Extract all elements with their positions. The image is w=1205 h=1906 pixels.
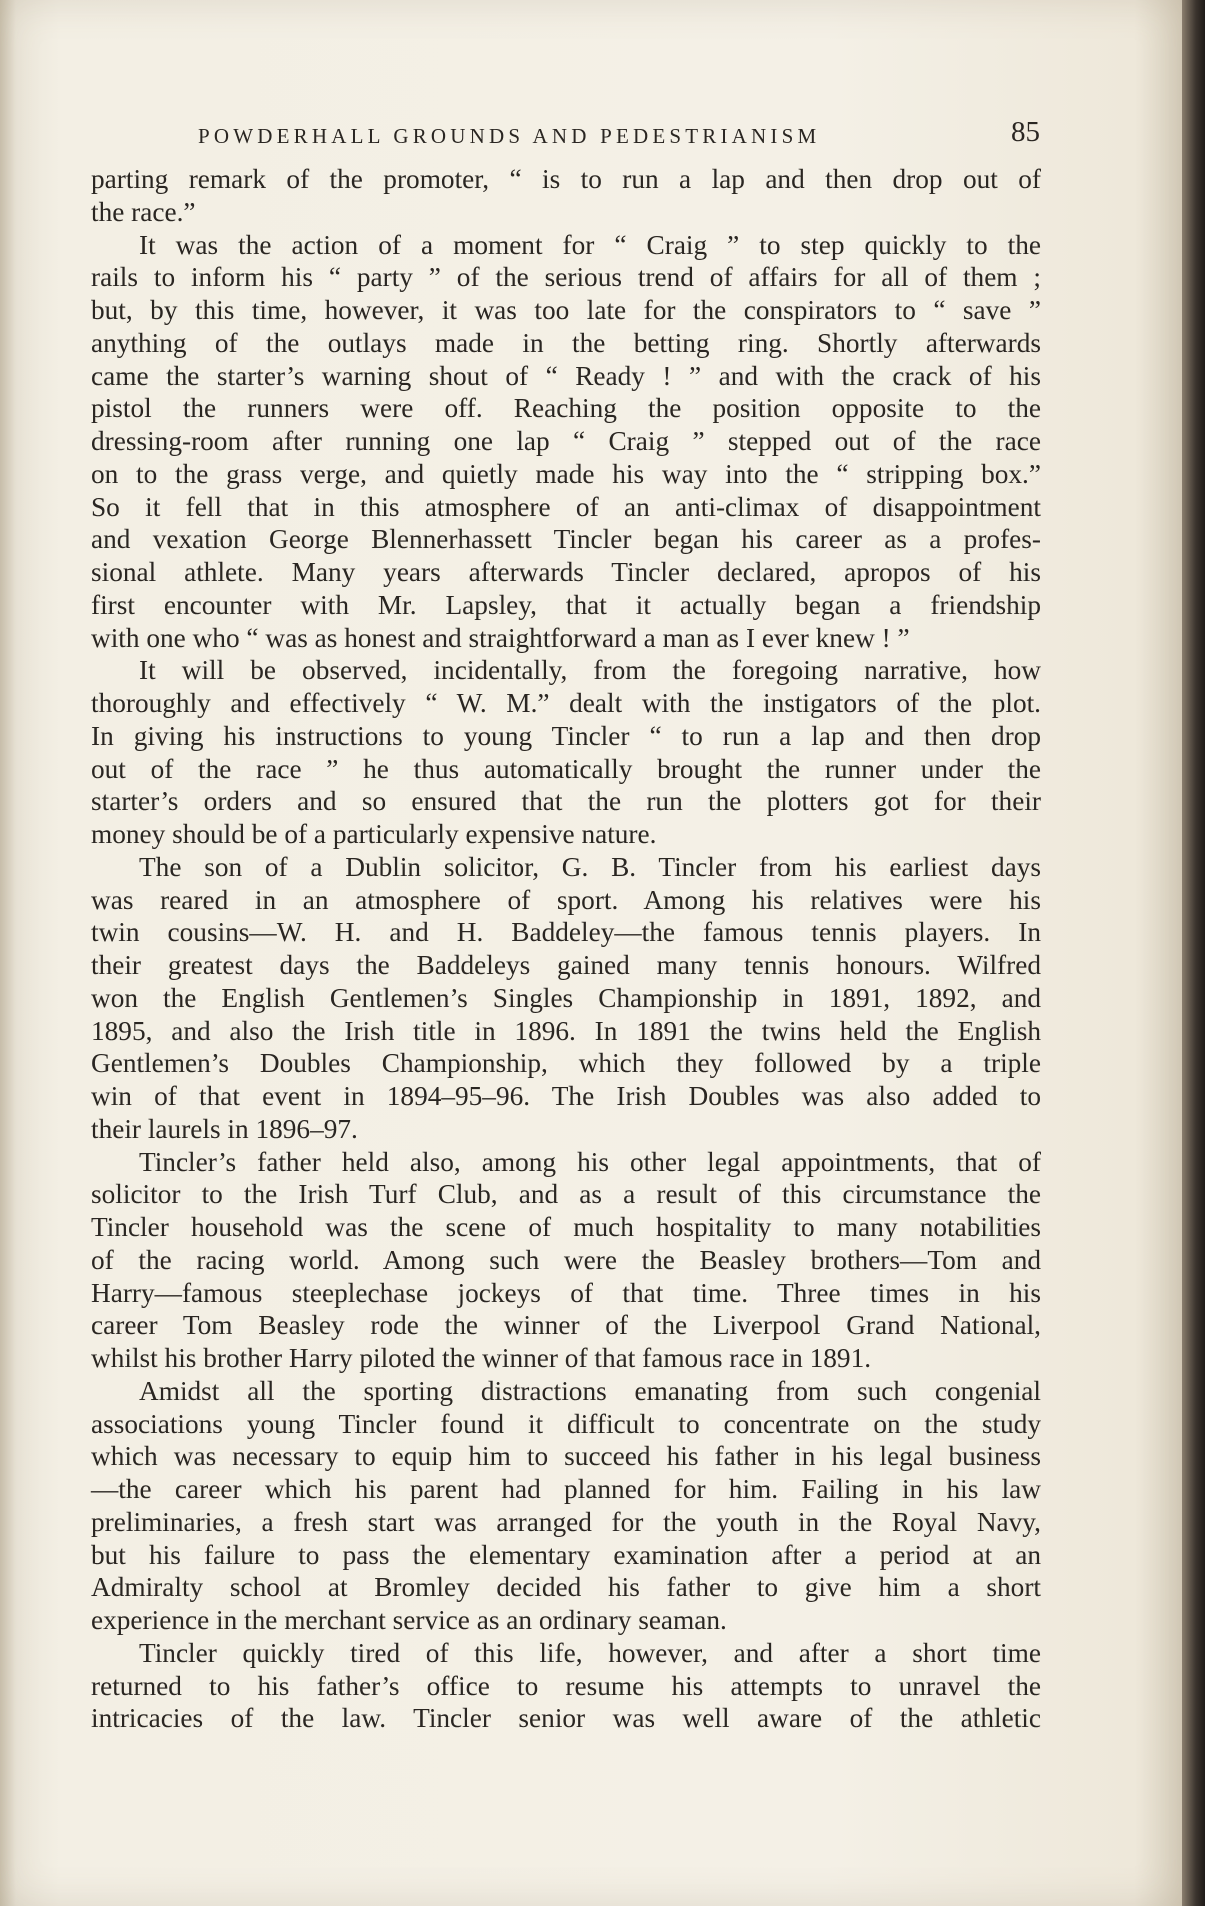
- text-line: It will be observed, incidentally, from the foregoing narrative, how: [139, 655, 1041, 686]
- text-line: Tincler quickly tired of this life, however, and after a short time: [139, 1637, 1041, 1668]
- text-line: first encounter with Mr. Lapsley, that it actually began a friendship: [91, 589, 1041, 620]
- running-title: POWDERHALL GROUNDS AND PEDESTRIANISM: [198, 124, 821, 148]
- text-line: sional athlete. Many years afterwards Tincler declared, apropos of his: [91, 557, 1041, 587]
- text-line: but, by this time, however, it was too late for the conspirators to “ save ”: [91, 295, 1041, 325]
- page-number: 85: [1011, 116, 1040, 148]
- text-line: Admiralty school at Bromley decided his father to give him a short: [91, 1572, 1041, 1603]
- text-line: their greatest days the Baddeleys gained many tennis honours. Wilfred: [91, 950, 1041, 980]
- text-line: and vexation George Blennerhassett Tincler began his career as a profes-: [91, 524, 1041, 555]
- page-header: [198, 116, 1040, 156]
- page-edge: [1182, 0, 1205, 1906]
- text-line: on to the grass verge, and quietly made his way into the “ stripping box.”: [91, 458, 1041, 489]
- text-line: 1895, and also the Irish title in 1896. In 1891 the twins held the English: [91, 1015, 1041, 1046]
- text-line: The son of a Dublin solicitor, G. B. Tincler from his earliest days: [139, 851, 1041, 882]
- text-line: thoroughly and effectively “ W. M.” dealt with the instigators of the plot.: [91, 688, 1041, 718]
- text-line: Tincler’s father held also, among his other legal appointments, that of: [139, 1146, 1041, 1177]
- text-line: intricacies of the law. Tincler senior was well aware of the athletic: [91, 1703, 1041, 1734]
- text-line: rails to inform his “ party ” of the serious trend of affairs for all of them ;: [91, 262, 1041, 293]
- text-line: —the career which his parent had planned for him. Failing in his law: [91, 1474, 1041, 1504]
- text-line: the race.”: [91, 196, 196, 227]
- text-line: anything of the outlays made in the betting ring. Shortly afterwards: [91, 327, 1041, 358]
- text-line: money should be of a particularly expensive nature.: [91, 819, 657, 849]
- text-line: solicitor to the Irish Turf Club, and as a result of this circumstance the: [91, 1179, 1041, 1210]
- text-line: starter’s orders and so ensured that the run the plotters got for their: [91, 786, 1041, 817]
- text-line: experience in the merchant service as an ordinary seaman.: [91, 1605, 727, 1635]
- text-line: twin cousins—W. H. and H. Baddeley—the famous tennis players. In: [91, 917, 1041, 948]
- text-line: career Tom Beasley rode the winner of the Liverpool Grand National,: [91, 1310, 1041, 1341]
- text-line: came the starter’s warning shout of “ Ready ! ” and with the crack of his: [91, 360, 1041, 391]
- text-line: parting remark of the promoter, “ is to run a lap and then drop out of: [91, 164, 1041, 194]
- text-line: Tincler household was the scene of much hospitality to many notabilities: [91, 1212, 1041, 1242]
- text-line: which was necessary to equip him to succeed his father in his legal business: [91, 1441, 1041, 1472]
- text-line: Amidst all the sporting distractions emanating from such congenial: [139, 1375, 1041, 1406]
- text-line: dressing-room after running one lap “ Craig ” stepped out of the race: [91, 426, 1041, 456]
- text-line: associations young Tincler found it difficult to concentrate on the study: [91, 1408, 1041, 1439]
- text-line: their laurels in 1896–97.: [91, 1113, 358, 1144]
- text-line: but his failure to pass the elementary examination after a period at an: [91, 1539, 1041, 1570]
- text-line: pistol the runners were off. Reaching the position opposite to the: [91, 393, 1041, 424]
- text-line: with one who “ was as honest and straightforward a man as I ever knew ! ”: [91, 622, 910, 653]
- text-line: won the English Gentlemen’s Singles Championship in 1891, 1892, and: [91, 982, 1041, 1013]
- text-line: So it fell that in this atmosphere of an anti-climax of disappointment: [91, 491, 1041, 522]
- text-line: preliminaries, a fresh start was arranged for the youth in the Royal Navy,: [91, 1506, 1041, 1537]
- text-line: out of the race ” he thus automatically brought the runner under the: [91, 753, 1041, 784]
- body-text: [91, 163, 1041, 1735]
- text-line: Harry—famous steeplechase jockeys of that time. Three times in his: [91, 1277, 1041, 1308]
- text-line: returned to his father’s office to resume his attempts to unravel the: [91, 1670, 1041, 1701]
- text-line: Gentlemen’s Doubles Championship, which they followed by a triple: [91, 1048, 1041, 1079]
- text-line: was reared in an atmosphere of sport. Among his relatives were his: [91, 884, 1041, 915]
- text-line: whilst his brother Harry piloted the winner of that famous race in 1891.: [91, 1343, 872, 1373]
- text-line: It was the action of a moment for “ Craig ” to step quickly to the: [139, 229, 1041, 260]
- text-line: win of that event in 1894–95–96. The Irish Doubles was also added to: [91, 1081, 1041, 1111]
- text-line: of the racing world. Among such were the Beasley brothers—Tom and: [91, 1244, 1041, 1275]
- text-line: In giving his instructions to young Tincler “ to run a lap and then drop: [91, 720, 1041, 751]
